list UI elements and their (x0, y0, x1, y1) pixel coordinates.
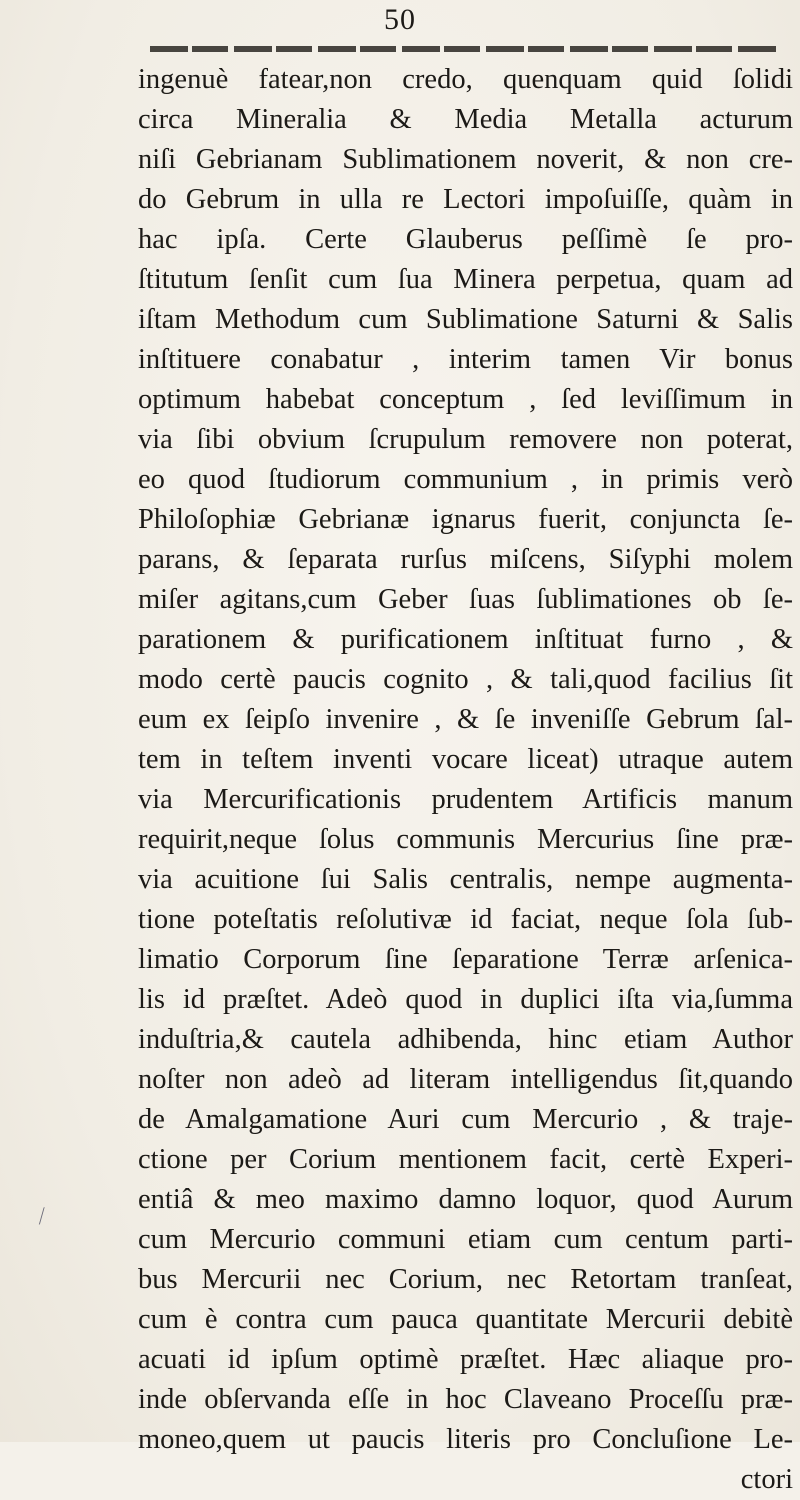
text-line: optimum habebat conceptum , ſed leviſſimum in (138, 384, 793, 415)
text-line: entiâ & meo maximo damno loquor, quod Aurum (138, 1184, 793, 1215)
text-line: parans, & ſeparata rurſus miſcens, Siſyphi molem (138, 544, 793, 575)
text-line: requirit,neque ſolus communis Mercurius ſine præ- (138, 824, 793, 855)
text-line: ſtitutum ſenſit cum ſua Minera perpetua, quam ad (138, 264, 793, 295)
text-line: acuati id ipſum optimè præſtet. Hæc aliaque pro- (138, 1344, 793, 1375)
text-line: ingenuè fatear,non credo, quenquam quid ſolidi (138, 64, 793, 95)
text-line: eo quod ſtudiorum communium , in primis verò (138, 464, 793, 495)
text-line: cum è contra cum pauca quantitate Mercurii debitè (138, 1304, 793, 1335)
text-line: inde obſervanda eſſe in hoc Claveano Proceſſu præ- (138, 1384, 793, 1415)
margin-pen-mark: ⁄ (35, 1203, 48, 1228)
text-line: limatio Corporum ſine ſeparatione Terræ arſenica- (138, 944, 793, 975)
text-line: lis id præſtet. Adeò quod in duplici iſta via,ſumma (138, 984, 793, 1015)
text-line: do Gebrum in ulla re Lectori impoſuiſſe, quàm in (138, 184, 793, 215)
text-line: via Mercurificationis prudentem Artificis manum (138, 784, 793, 815)
text-line: via acuitione ſui Salis centralis, nempe augmenta- (138, 864, 793, 895)
text-line: circa Mineralia & Media Metalla acturum (138, 104, 793, 135)
catchword: ctori (740, 1464, 793, 1495)
text-line: induſtria,& cautela adhibenda, hinc etiam Author (138, 1024, 793, 1055)
text-line: de Amalgamatione Auri cum Mercurio , & traje- (138, 1104, 793, 1135)
text-line: cum Mercurio communi etiam cum centum parti- (138, 1224, 793, 1255)
text-line: Philoſophiæ Gebrianæ ignarus fuerit, conjuncta ſe- (138, 504, 793, 535)
text-line: modo certè paucis cognito , & tali,quod facilius ſit (138, 664, 793, 695)
text-line: bus Mercurii nec Corium, nec Retortam tranſeat, (138, 1264, 793, 1295)
text-line: ctione per Corium mentionem facit, certè Experi- (138, 1144, 793, 1175)
text-line: iſtam Methodum cum Sublimatione Saturni & Salis (138, 304, 793, 335)
text-line: miſer agitans,cum Geber ſuas ſublimationes ob ſe- (138, 584, 793, 615)
page-number: 50 (384, 3, 416, 36)
text-line: tem in teſtem inventi vocare liceat) utraque autem (138, 744, 793, 775)
body-text (138, 60, 793, 1500)
text-line: noſter non adeò ad literam intelligendus ſit,quando (138, 1064, 793, 1095)
text-line: via ſibi obvium ſcrupulum removere non poterat, (138, 424, 793, 455)
header-rule (150, 46, 780, 52)
text-line: hac ipſa. Certe Glauberus peſſimè ſe pro- (138, 224, 793, 255)
text-line: parationem & purificationem inſtituat furno , & (138, 624, 793, 655)
text-line: inſtituere conabatur , interim tamen Vir bonus (138, 344, 793, 375)
text-line: eum ex ſeipſo invenire , & ſe inveniſſe Gebrum ſal- (138, 704, 793, 735)
text-line: niſi Gebrianam Sublimationem noverit, & non cre- (138, 144, 793, 175)
text-line: tione poteſtatis reſolutivæ id faciat, neque ſola ſub- (138, 904, 793, 935)
text-line: moneo,quem ut paucis literis pro Concluſione Le- (138, 1424, 793, 1455)
